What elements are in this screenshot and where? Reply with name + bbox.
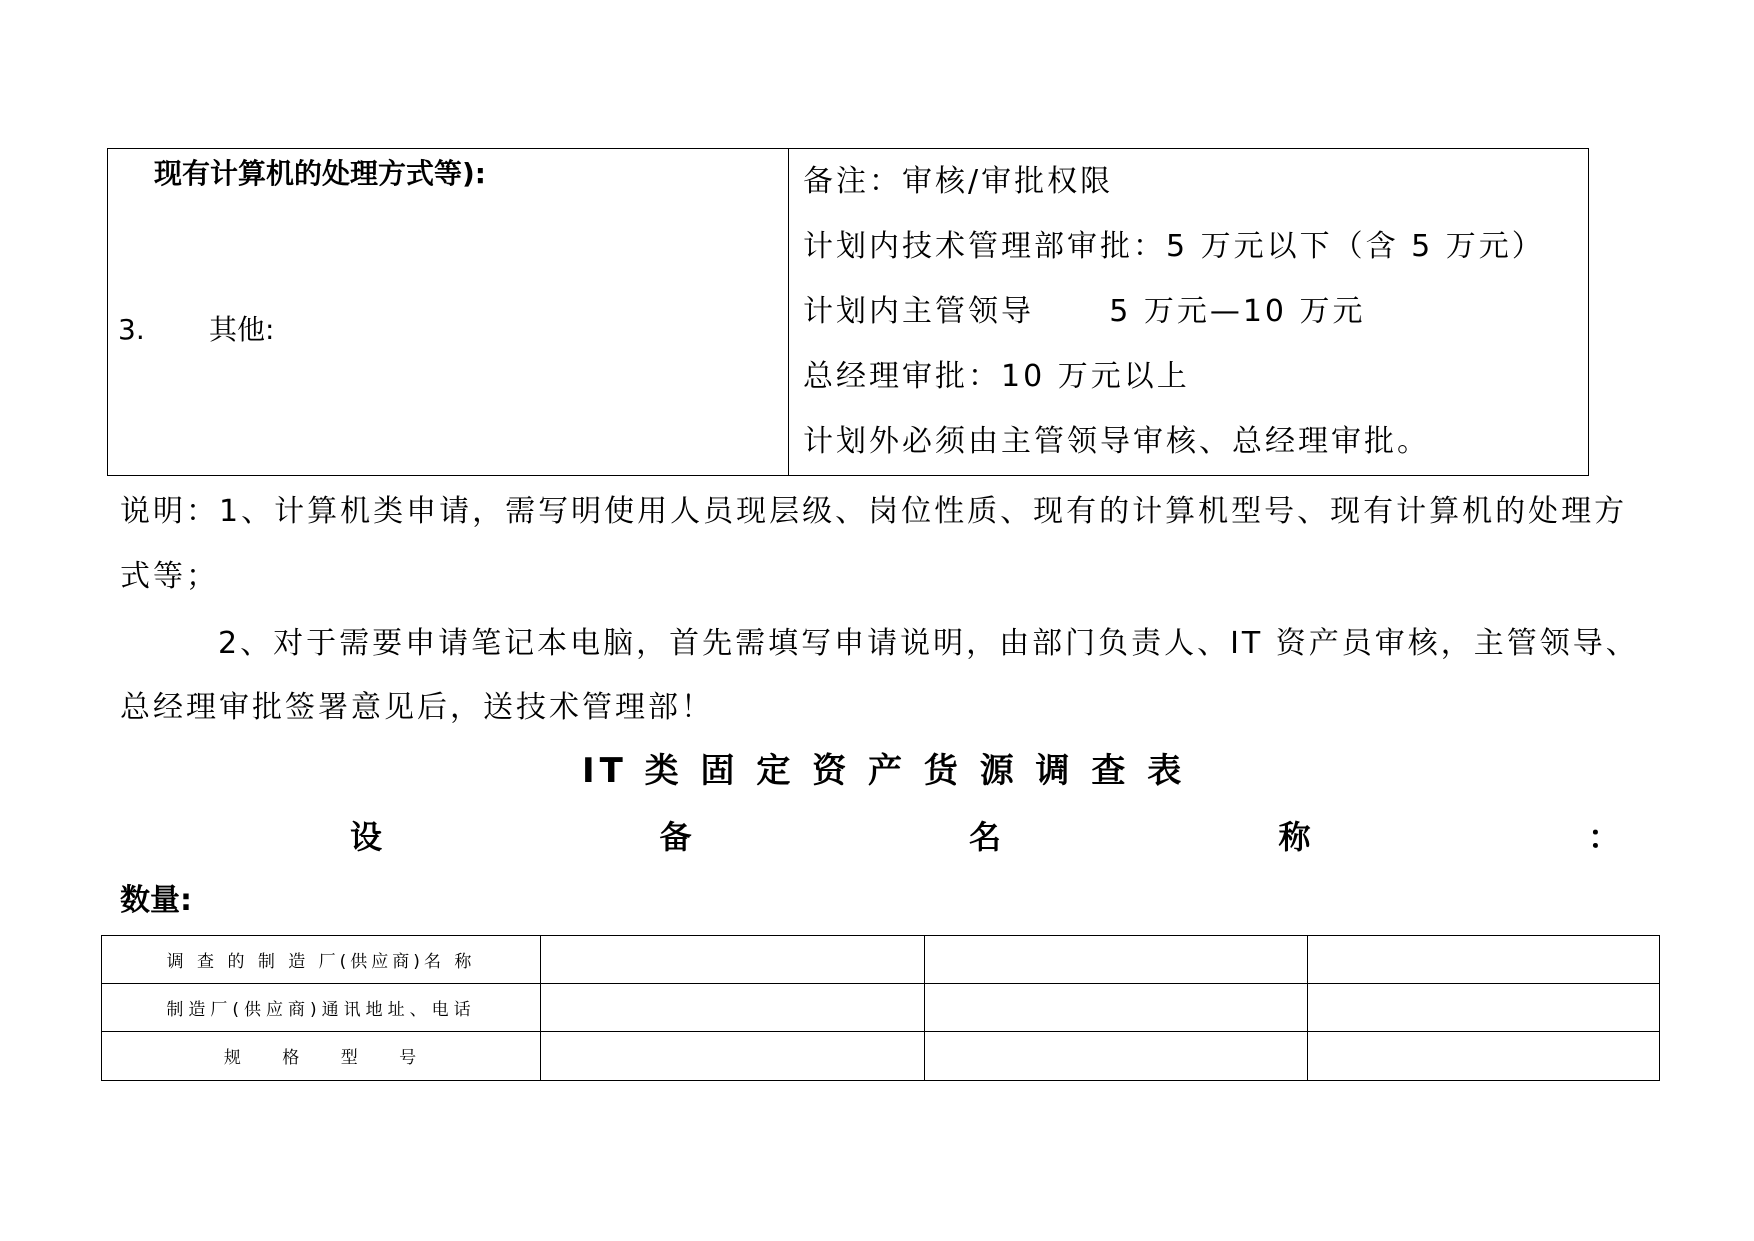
remark-line: 备注：审核/审批权限 <box>803 164 1114 199</box>
item-3-number: 3. <box>118 313 145 346</box>
device-name-char: 设 <box>350 818 383 856</box>
approval-table-divider <box>788 148 789 475</box>
table-row-label: 规 格 型 号 <box>223 1048 419 1068</box>
device-name-line <box>350 818 1620 856</box>
note-line-3: 2、对于需要申请笔记本电脑，首先需填写申请说明，由部门负责人、IT 资产员审核，主管领导、 <box>218 626 1639 661</box>
table-row-label: 调 查 的 制 造 厂(供应商)名 称 <box>166 952 476 972</box>
table-cell[interactable] <box>925 984 1307 1031</box>
item-3-label: 其他: <box>209 313 275 346</box>
table-cell[interactable] <box>541 1032 924 1079</box>
table-row-label: 制造厂(供应商)通讯地址、电话 <box>166 1000 476 1020</box>
remark-line: 计划内主管领导 5 万元—10 万元 <box>803 294 1366 329</box>
note-line-1: 说明：1、计算机类申请，需写明使用人员现层级、岗位性质、现有的计算机型号、现有计算机的处理方 <box>120 494 1628 529</box>
table-cell[interactable] <box>541 936 924 983</box>
table-cell[interactable] <box>541 984 924 1031</box>
quantity-label: 数量: <box>120 883 192 918</box>
table-cell[interactable] <box>925 936 1307 983</box>
device-name-char: 称 <box>1278 818 1311 856</box>
remark-line: 计划内技术管理部审批：5 万元以下（含 5 万元） <box>803 229 1545 264</box>
table-cell[interactable] <box>1308 936 1658 983</box>
note-line-4: 总经理审批签署意见后，送技术管理部！ <box>120 690 714 725</box>
table-cell[interactable] <box>1308 984 1658 1031</box>
left-cell-heading: 现有计算机的处理方式等): <box>154 157 486 190</box>
remark-line: 总经理审批：10 万元以上 <box>803 359 1190 394</box>
survey-title: IT 类 固 定 资 产 货 源 调 查 表 <box>582 751 1187 791</box>
table-cell[interactable] <box>1308 1032 1658 1079</box>
table-cell[interactable] <box>925 1032 1307 1079</box>
note-line-2: 式等； <box>120 559 219 594</box>
device-name-char: 名 <box>968 818 1001 856</box>
remark-line: 计划外必须由主管领导审核、总经理审批。 <box>803 424 1430 459</box>
device-name-char: ： <box>1587 818 1620 856</box>
device-name-char: 备 <box>659 818 692 856</box>
